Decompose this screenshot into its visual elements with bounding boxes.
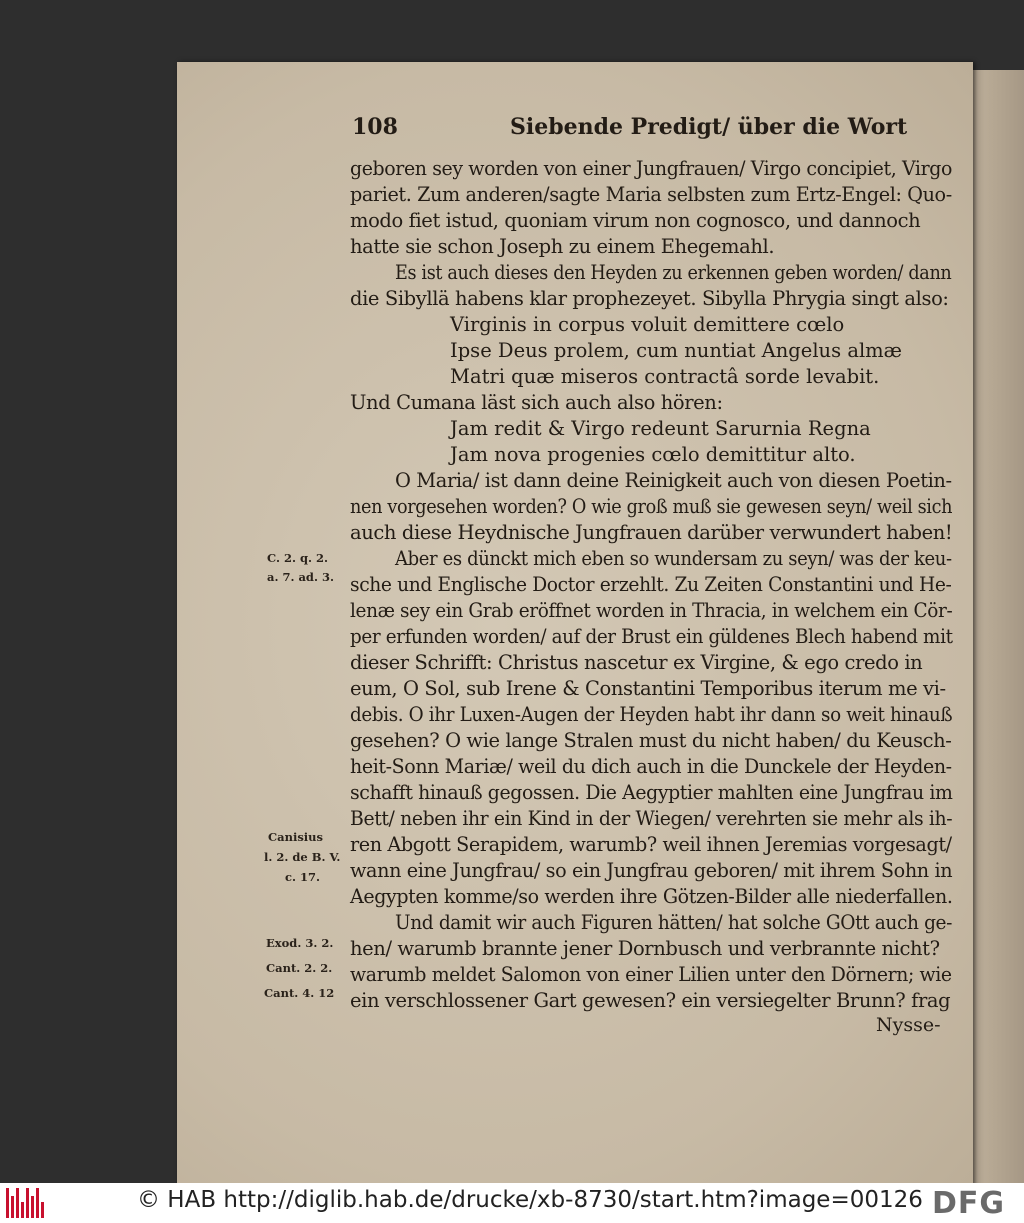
text-line: Es ist auch dieses den Heyden zu erkennen geben worden/ dann	[395, 261, 952, 284]
marginal-note: l. 2. de B. V.	[264, 850, 341, 864]
text-line: Und Cumana läst sich auch also hören:	[350, 391, 723, 414]
catchword: Nysse-	[876, 1014, 941, 1036]
text-line: heit-Sonn Mariæ/ weil du dich auch in die Dunckele der Heyden-	[350, 755, 952, 778]
marginal-note: Exod. 3. 2.	[266, 936, 334, 950]
text-line: sche und Englische Doctor erzehlt. Zu Zeiten Constantini und He-	[350, 573, 952, 596]
running-title: Siebende Predigt/ über die Wort	[510, 114, 908, 140]
verse-line: Ipse Deus prolem, cum nuntiat Angelus almæ	[450, 339, 903, 362]
text-line: auch diese Heydnische Jungfrauen darüber verwundert haben!	[350, 521, 953, 544]
text-line: warumb meldet Salomon von einer Lilien unter den Dörnern; wie	[350, 963, 952, 986]
adjacent-page-edge	[968, 70, 1024, 1220]
hab-logo-icon	[6, 1188, 46, 1218]
text-line: Und damit wir auch Figuren hätten/ hat solche GOtt auch ge-	[395, 911, 953, 934]
text-line: eum, O Sol, sub Irene & Constantini Temporibus iterum me vi-	[350, 677, 946, 700]
marginal-note: C. 2. q. 2.	[267, 551, 329, 565]
marginal-note: Cant. 4. 12	[264, 986, 335, 1000]
footer-bar	[0, 1183, 1024, 1223]
text-line: pariet. Zum anderen/sagte Maria selbsten zum Ertz-Engel: Quo-	[350, 183, 952, 206]
text-line: per erfunden worden/ auf der Brust ein güldenes Blech habend mit	[350, 625, 953, 648]
text-line: Aegypten komme/so werden ihre Götzen-Bilder alle niederfallen.	[350, 885, 953, 908]
text-line: wann eine Jungfrau/ so ein Jungfrau geboren/ mit ihrem Sohn in	[350, 859, 953, 882]
verse-line: Jam redit & Virgo redeunt Sarurnia Regna	[450, 417, 871, 440]
marginal-note: Canisius	[268, 830, 324, 844]
text-line: Bett/ neben ihr ein Kind in der Wiegen/ verehrten sie mehr als ih-	[350, 807, 953, 830]
marginal-note: c. 17.	[285, 870, 321, 884]
text-line: Aber es dünckt mich eben so wundersam zu seyn/ was der keu-	[395, 547, 952, 570]
text-line: hen/ warumb brannte jener Dornbusch und verbrannte nicht?	[350, 937, 940, 960]
text-line: modo fiet istud, quoniam virum non cognosco, und dannoch	[350, 209, 921, 232]
text-line: die Sibyllä habens klar prophezeyet. Sibylla Phrygia singt also:	[350, 287, 949, 310]
text-line: schafft hinauß gegossen. Die Aegyptier mahlten eine Jungfrau im	[350, 781, 953, 804]
text-line: lenæ sey ein Grab eröffnet worden in Thracia, in welchem ein Cör-	[350, 599, 953, 622]
source-credit-link[interactable]: © HAB http://diglib.hab.de/drucke/xb-8730/start.htm?image=00126	[137, 1187, 923, 1213]
text-line: nen vorgesehen worden? O wie groß muß sie gewesen seyn/ weil sich	[350, 495, 953, 518]
text-line: debis. O ihr Luxen-Augen der Heyden habt ihr dann so weit hinauß	[350, 703, 953, 726]
verse-line: Matri quæ miseros contractâ sorde levabit.	[450, 365, 880, 388]
dfg-logo: DFG	[932, 1186, 1006, 1221]
text-line: hatte sie schon Joseph zu einem Ehegemahl.	[350, 235, 775, 258]
verse-line: Virginis in corpus voluit demittere cœlo	[450, 313, 845, 336]
marginal-note: a. 7. ad. 3.	[267, 570, 334, 584]
marginal-note: Cant. 2. 2.	[266, 961, 333, 975]
text-line: gesehen? O wie lange Stralen must du nicht haben/ du Keusch-	[350, 729, 952, 752]
text-line: O Maria/ ist dann deine Reinigkeit auch von diesen Poetin-	[395, 469, 952, 492]
verse-line: Jam nova progenies cœlo demittitur alto.	[450, 443, 856, 466]
text-line: dieser Schrifft: Christus nascetur ex Virgine, & ego credo in	[350, 651, 923, 674]
text-line: ein verschlossener Gart gewesen? ein versiegelter Brunn? frag	[350, 989, 951, 1012]
text-line: ren Abgott Serapidem, warumb? weil ihnen Jeremias vorgesagt/	[350, 833, 952, 856]
page-number: 108	[352, 114, 398, 140]
text-line: geboren sey worden von einer Jungfrauen/ Virgo concipiet, Virgo	[350, 157, 953, 180]
